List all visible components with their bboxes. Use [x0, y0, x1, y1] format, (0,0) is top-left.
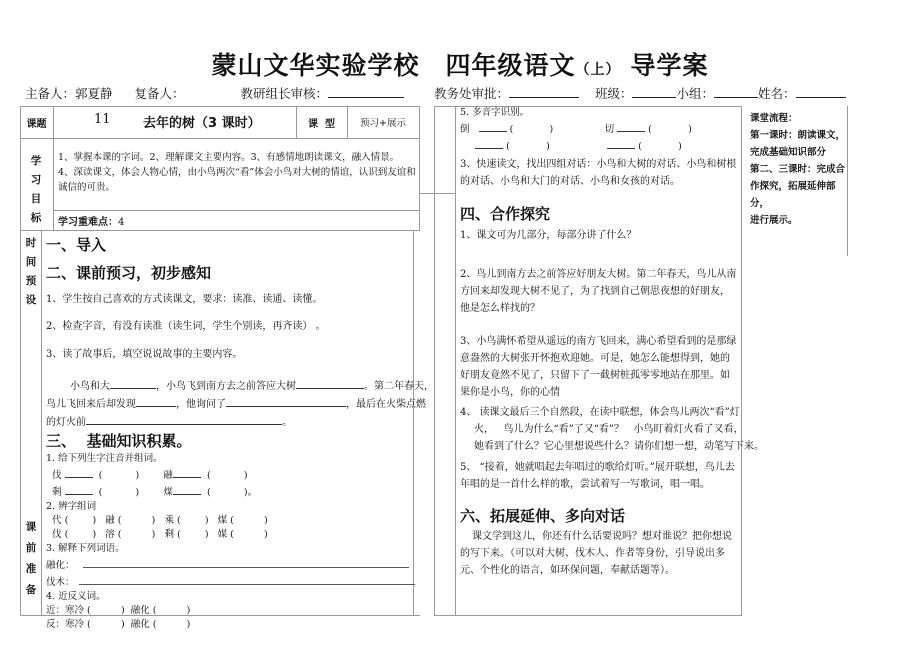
reviewer-label: 教研组长审核： [240, 86, 328, 101]
word: 寒冷 [65, 619, 85, 630]
fill-text: 。 [282, 417, 292, 428]
flow-line: 进行展示。 [750, 215, 798, 226]
label-char: 时 [25, 237, 37, 249]
pinyin-blank[interactable] [65, 483, 93, 495]
section-basics: 三、 基础知识积累。 [46, 432, 192, 450]
exercise-title: 5. 多音字识别。 [460, 107, 530, 118]
fill-text: 。第二年春天， [364, 381, 434, 392]
fast-read-item: 3、快速读文，找出四组对话：小鸟和大树的对话、小鸟和树根的对话、小鸟和大门的对话、小鸟和女孩的对话。 [460, 159, 737, 187]
divider [20, 106, 420, 107]
blank-field[interactable] [86, 413, 282, 425]
blank-field[interactable] [136, 395, 176, 407]
volume: （上） [575, 62, 621, 78]
time-label [21, 234, 41, 310]
objectives-text [58, 150, 416, 195]
exercise-title: 2. 辨字组词 [46, 501, 97, 512]
word: 融化 [130, 605, 150, 616]
char: 倒 [460, 124, 470, 135]
char: 乘 [164, 515, 174, 526]
polyphone-exercise: 5. 多音字识别。 倒 ( ) 切 ( ) ( ) ( ) [460, 106, 736, 154]
doc-type: 导学案 [630, 51, 709, 80]
word: 融化： [46, 560, 75, 571]
label: 近： [46, 605, 66, 616]
label-char: 备 [25, 584, 37, 596]
char: 剩 [52, 487, 62, 498]
divider [53, 210, 420, 211]
key-points [58, 213, 124, 228]
school-name: 蒙山文华实验学校 [211, 51, 420, 80]
extend-text: 课文学到这儿，你还有什么话要说吗？想对谁说？把你想说的写下来。（可以对大树、伐木人、作者等身份，引导说出多元、个性化的语言，如环保问题，奉献话题等）。 [460, 531, 732, 576]
pinyin-blank[interactable] [173, 466, 201, 478]
char: 代 [52, 515, 62, 526]
divider [420, 193, 455, 194]
preparer-label: 主备人： [25, 86, 76, 101]
summary-fill [46, 377, 434, 431]
char: 煤 [217, 515, 228, 526]
fill-text: 鸟儿飞回来后却发现 [46, 399, 136, 410]
blank-field[interactable] [296, 377, 364, 389]
approver-label: 教务处审批： [433, 86, 509, 101]
objective-line: 1、掌握本课的字词。2、理解课文主要内容。3、有感情地朗读课文，融入情景。 [58, 152, 400, 163]
answer-line[interactable] [83, 556, 409, 568]
fill-text: ，他询问了 [176, 399, 226, 410]
char: 剩 [164, 529, 174, 540]
divider [53, 106, 54, 230]
divider [741, 106, 742, 616]
lesson-type-value: 预习+展示 [360, 118, 406, 129]
blank-field[interactable] [110, 377, 156, 389]
fill-text: ，小鸟飞到南方去之前答应大树 [156, 381, 296, 392]
preparer-name: 郭夏静 [75, 86, 113, 101]
divider [413, 230, 414, 616]
preview-item: 1、学生按自己喜欢的方式读课文，要求：读准、读通、读懂。 [46, 294, 323, 305]
key-points-value: 4 [118, 217, 125, 228]
section-preview: 二、课前预习，初步感知 [46, 264, 212, 282]
answer-line[interactable] [79, 573, 415, 585]
lesson-title: 去年的树（3 课时） [143, 116, 261, 131]
word: 寒冷 [65, 605, 85, 616]
label-char: 习 [30, 174, 42, 186]
label: 反： [46, 619, 66, 630]
word: 融化 [130, 619, 150, 630]
exercise-title: 3. 解释下列词语。 [46, 543, 125, 554]
char: 煤 [163, 487, 173, 498]
exercise-title: 1. 给下列生字注音并组词。 [46, 453, 163, 464]
exercise-title: 4. 近反义词。 [46, 591, 106, 602]
divider [434, 615, 742, 616]
reviewer-field[interactable] [328, 85, 404, 98]
divider [847, 106, 848, 256]
name-label: 姓名： [757, 86, 796, 101]
pinyin-blank[interactable] [479, 120, 507, 132]
preview-item: 2、检查字音，有没有读准（读生词，学生个别读，再齐读） 。 [46, 321, 326, 332]
topic-label: 课题 [26, 119, 47, 130]
co-preparer-label: 复备人： [134, 86, 185, 101]
section-explore: 四、合作探究 [460, 205, 551, 223]
prep-label [21, 517, 41, 601]
char: 伐 [52, 470, 62, 481]
label-char: 标 [30, 212, 42, 224]
label-char: 预 [25, 275, 37, 287]
text-line: 4、 读课文最后三个自然段，在读中联想，体会鸟儿两次“看”灯 [460, 407, 740, 418]
lesson-type-label: 课 型 [308, 119, 335, 130]
class-field[interactable] [632, 85, 676, 98]
preview-item: 3、读了故事后，填空说说故事的主要内容。 [46, 349, 243, 360]
class-flow [750, 110, 846, 229]
document-title [0, 46, 920, 82]
char: 媒 [217, 529, 228, 540]
label-char: 设 [25, 294, 37, 306]
basics-exercises: 1. 给下列生字注音并组词。 伐 ( ) 融 ( ) 剩 ( ) 煤 ( )。 2. 辨字组词 代 ( ) 融 ( ) 乘 ( ) 煤 ( ) 伐 ( ) 溶 ( ) 剩 ( ) 媒 ( ) 3. 解释下列词语。 融化： 伐木： 4. 近反义词。 近：寒冷 ( ) 融化 ( ) 反：寒冷 ( ) 融化 ( ) [46, 452, 410, 632]
word: 伐木： [46, 577, 75, 588]
punct: 。 [247, 487, 258, 498]
text-line: 她看到了什么？它心里想说些什么？请你们想一想，动笔写下来。 [474, 441, 764, 452]
meta-line [25, 84, 846, 102]
approver-field[interactable] [509, 85, 579, 98]
divider [20, 138, 420, 139]
divider [41, 230, 42, 616]
grade-subject: 四年级语文 [445, 51, 576, 80]
label-char: 学 [30, 155, 42, 167]
explore-item: 5、 “接着，她就唱起去年唱过的歌给灯听。”展开联想，鸟儿去年唱的是一首什么样的歌，尝试着写一写歌词，唱一唱。 [460, 462, 735, 490]
text-line: 火， 鸟儿为什么“看”了又“看”？ 小鸟盯着灯火看了又看， [474, 424, 744, 435]
char: 溶 [105, 529, 115, 540]
flow-line: 第一课时：朗读课文， [750, 130, 846, 141]
section-intro: 一、导入 [46, 236, 107, 254]
char: 融 [163, 470, 173, 481]
pinyin-blank[interactable] [475, 137, 503, 149]
pinyin-blank[interactable] [173, 483, 201, 495]
objective-line: 4、深读课文，体会人物心情，由小鸟两次“看”体会小鸟对大树的情谊，认识到友谊和诚信的可贵。 [58, 167, 416, 193]
char: 伐 [52, 529, 62, 540]
flow-title: 课堂流程： [750, 113, 798, 124]
group-label: 小组： [676, 86, 714, 101]
explore-item [460, 404, 764, 455]
name-field[interactable] [796, 85, 846, 98]
fill-text: 的灯火前 [46, 417, 86, 428]
objectives-label [27, 152, 45, 228]
label-char: 准 [25, 563, 37, 575]
group-field[interactable] [714, 85, 758, 98]
divider [455, 106, 456, 616]
char: 切 [604, 124, 615, 135]
divider [434, 106, 435, 616]
flow-line: 作探究，拓展延伸部分， [750, 181, 836, 209]
divider [20, 230, 420, 231]
explore-item: 1、课文可为几部分，每部分讲了什么？ [460, 230, 637, 241]
flow-line: 完成基础知识部分 [750, 147, 827, 158]
pinyin-blank[interactable] [607, 137, 635, 149]
key-points-label: 学习重难点： [58, 217, 118, 228]
pinyin-blank[interactable] [617, 120, 645, 132]
fill-text: ，最后在火柴点燃 [346, 399, 426, 410]
pinyin-blank[interactable] [65, 466, 93, 478]
blank-field[interactable] [226, 395, 346, 407]
label-char: 间 [25, 256, 37, 268]
label-char: 前 [25, 542, 37, 554]
explore-item: 3、小鸟满怀希望从遥远的南方飞回来，满心希望看到的是那绿意盎然的大树张开怀抱欢迎她。可是，她怎么能想得到，她的好朋友竟然不见了，只留下了一截树桩孤零零地站在那里。如果你是小鸟，你的心情 [460, 336, 737, 398]
divider [419, 106, 420, 230]
class-label: 班级： [594, 86, 633, 101]
section-extend: 六、拓展延伸、多向对话 [460, 507, 626, 525]
flow-line: 第二、三课时：完成合 [750, 164, 846, 175]
char: 融 [105, 515, 115, 526]
lesson-number: 11 [94, 112, 111, 127]
fill-text: 小鸟和大 [70, 381, 110, 392]
label-char: 目 [30, 193, 42, 205]
explore-item: 2、鸟儿到南方去之前答应好朋友大树。第二年春天，鸟儿从南方回来却发现大树不见了，为了找到自己朝思夜想的好朋友，他是怎么样找的？ [460, 269, 737, 314]
label-char: 课 [25, 521, 37, 533]
